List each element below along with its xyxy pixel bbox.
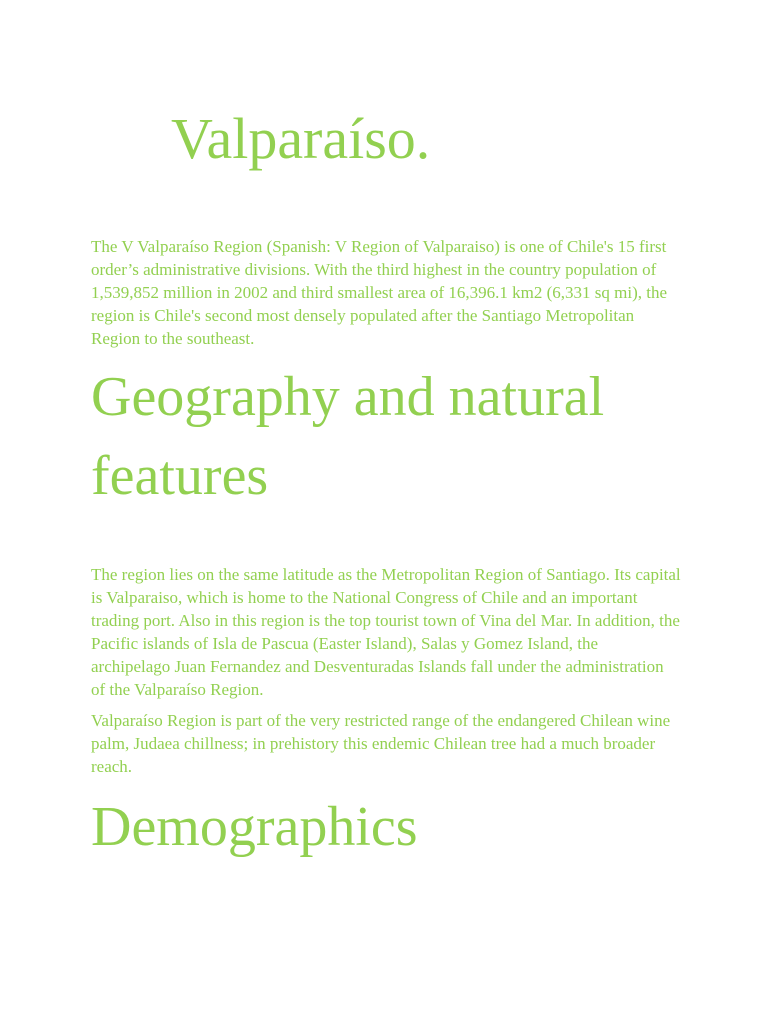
document-title: Valparaíso. bbox=[171, 106, 431, 171]
intro-paragraph: The V Valparaíso Region (Spanish: V Region of Valparaiso) is one of Chile's 15 first order’s administrative divisions. With the third highest in the country population of 1,539,852 million in 2002 and third smallest area of 16,396.1 km2 (6,331 sq mi), the region is Chile's second most densely populated after the Santiago Metropolitan Region to the southeast. bbox=[91, 237, 668, 348]
geography-paragraph-2: Valparaíso Region is part of the very restricted range of the endangered Chilean wine palm, Judaea chillness; in prehistory this endemic Chilean tree had a much broader reach. bbox=[91, 711, 671, 776]
geography-paragraph-1: The region lies on the same latitude as the Metropolitan Region of Santiago. Its capital is Valparaiso, which is home to the National Congress of Chile and an important trading port. Also in this region is the top tourist town of Vina del Mar. In addition, the Pacific islands of Isla de Pascua (Easter Island), Salas y Gomez Island, the archipelago Juan Fernandez and Desventuradas Islands fall under the administration of the Valparaíso Region. bbox=[91, 565, 681, 699]
section-heading-demographics: Demographics bbox=[91, 796, 418, 858]
section-heading-geography: Geography and natural features bbox=[91, 366, 605, 507]
